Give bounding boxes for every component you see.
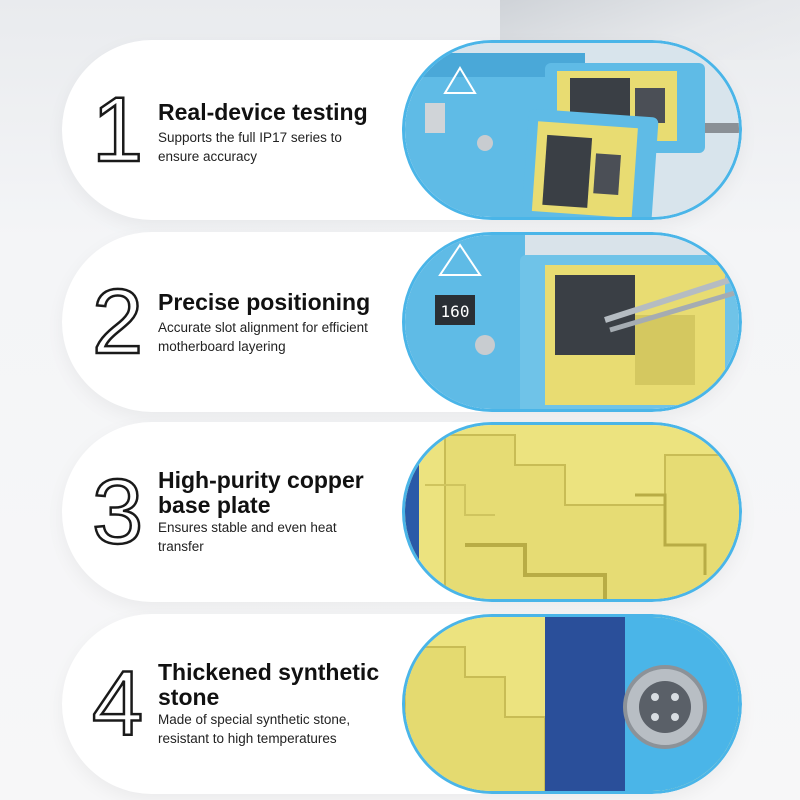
- temperature-display: 160: [440, 302, 470, 321]
- feature-title: Precise positioning: [158, 289, 371, 315]
- feature-description: Accurate slot alignment for efficient motherboard layering: [158, 320, 368, 354]
- feature-photo-tweezers-motherboard: [402, 232, 742, 412]
- feature-photo-heating-stations: [402, 40, 742, 220]
- feature-number: 4: [92, 653, 144, 755]
- feature-number: 3: [92, 461, 144, 563]
- feature-title: High-purity copper base plate: [158, 467, 364, 518]
- feature-description: Made of special synthetic stone, resistant to high temperatures: [158, 712, 351, 746]
- feature-photo-copper-plate: [402, 422, 742, 602]
- feature-title: Thickened synthetic stone: [158, 659, 380, 710]
- feature-card-2: [62, 232, 742, 412]
- feature-card-4: [62, 614, 742, 794]
- feature-title: Real-device testing: [158, 99, 368, 125]
- feature-photo-connector-port: [402, 614, 742, 794]
- feature-number: 1: [92, 79, 144, 181]
- feature-description: Ensures stable and even heat transfer: [158, 520, 337, 554]
- feature-card-1: [62, 40, 742, 220]
- feature-card-3: [62, 422, 742, 602]
- feature-number: 2: [92, 271, 144, 373]
- feature-description: Supports the full IP17 series to ensure accuracy: [158, 130, 342, 164]
